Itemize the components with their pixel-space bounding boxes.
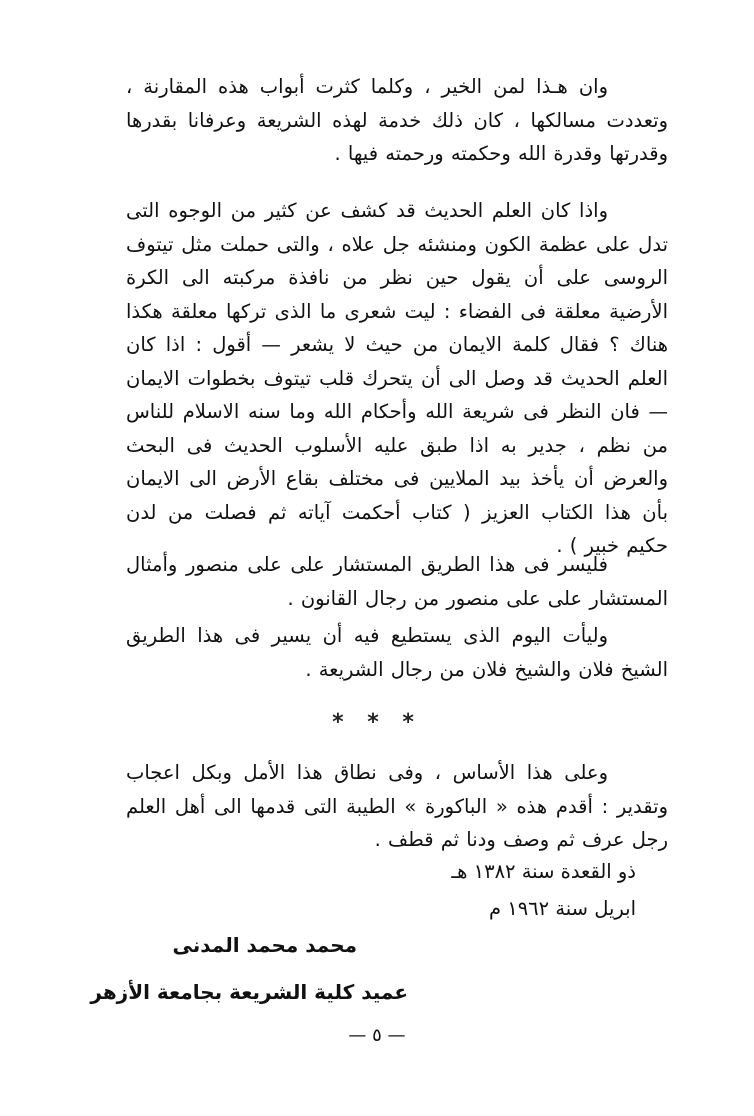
signature-name: محمد محمد المدنى [172, 933, 357, 957]
paragraph-counselor: فليسر فى هذا الطريق المستشار على على منصور وأمثال المستشار على على منصور من رجال القانون . [126, 553, 668, 610]
date-gregorian: ابريل سنة ١٩٦٢ م [488, 897, 636, 920]
page-number: — ٥ — [348, 1025, 406, 1046]
paragraph-sheikh: وليأت اليوم الذى يستطيع فيه أن يسير فى هذا الطريق الشيخ فلان والشيخ فلان من رجال الشريعة . [126, 624, 668, 681]
section-separator: * * * [332, 710, 422, 735]
signature-title: عميد كلية الشريعة بجامعة الأزهر [90, 980, 408, 1004]
paragraph-modern-science: واذا كان العلم الحديث قد كشف عن كثير من الوجوه التى تدل على عظمة الكون ومنشئه جل علاه ، والتى حملت مثل تيتوف الروسى على أن يقول حين نظر من نافذة مركبته الى الكرة الأرضية معلقة فى الفضاء : ليت شعرى ما الذى تركها معلقة هكذا هناك ؟ فقال كلمة الايمان من حيث لا يشعر — أقول : اذا كان العلم الحديث قد وصل الى أن يتحرك قلب تيتوف بخطوات الايمان — فان النظر فى شريعة الله وأحكام الله وما سنه الاسلام للناس من نظم ، جدير به اذا طبق عليه الأسلوب الحديث فى البحث والعرض أن يأخذ بيد الملايين فى مختلف بقاع الأرض الى الايمان بأن هذا الكتاب العزيز ( كتاب أحكمت آياته ثم فصلت من لدن حكيم خبير ) . [126, 199, 668, 557]
paragraph-closing: وعلى هذا الأساس ، وفى نطاق هذا الأمل وبكل اعجاب وتقدير : أقدم هذه « الباكورة » الطيبة التى قدمها الى أهل العلم رجل عرف ثم وصف ودنا ثم قطف . [126, 761, 668, 851]
paragraph-comparison: وان هـذا لمن الخير ، وكلما كثرت أبواب هذه المقارنة ، وتعددت مسالكها ، كان ذلك خدمة لهذه الشريعة وعرفانا بقدرها وقدرتها وقدرة الله وحكمته ورحمته فيها . [126, 75, 668, 165]
date-hijri: ذو القعدة سنة ١٣٨٢ هـ [451, 860, 636, 883]
